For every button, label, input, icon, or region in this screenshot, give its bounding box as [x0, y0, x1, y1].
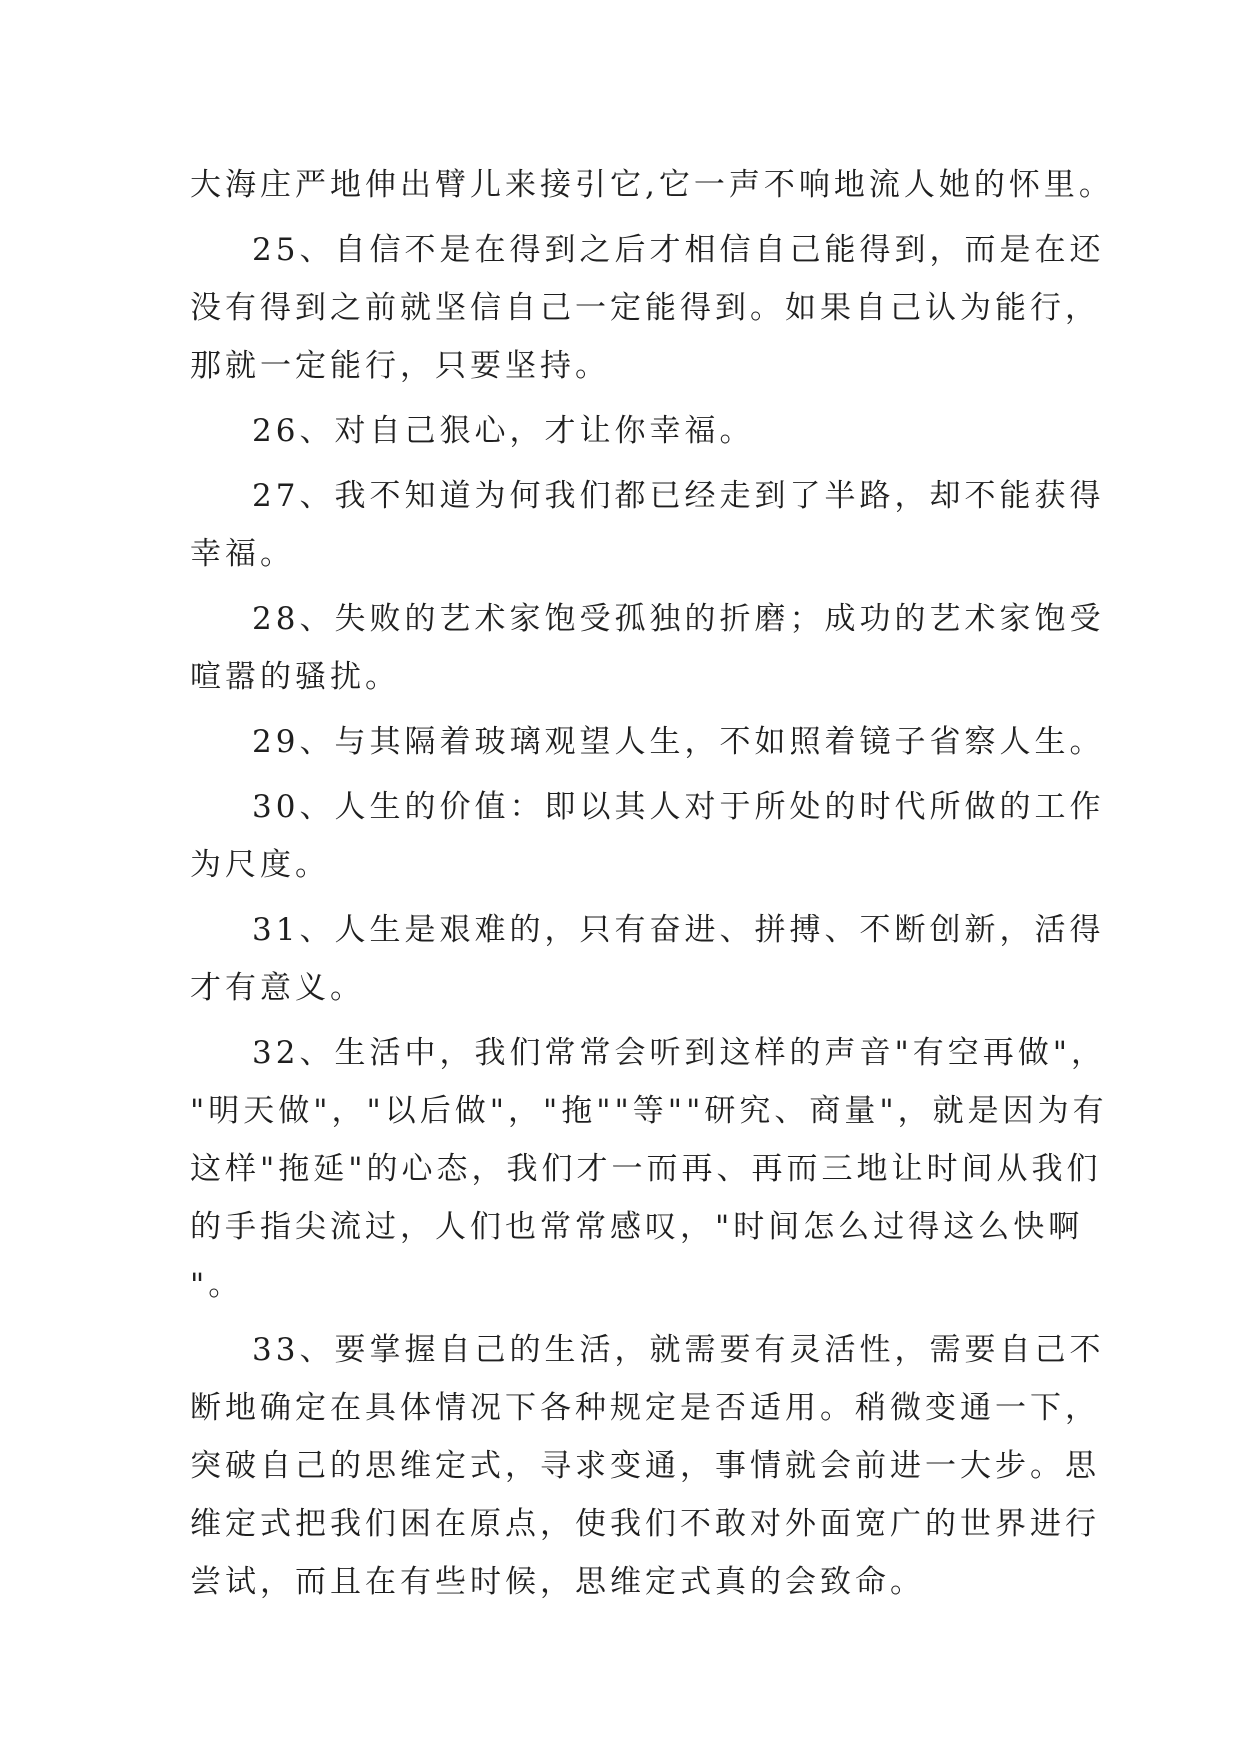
text-line: 断地确定在具体情况下各种规定是否适用。稍微变通一下，: [190, 1390, 1100, 1426]
text-line: "。: [190, 1267, 244, 1303]
paragraph-29: [190, 713, 1105, 771]
text-line: 大海庄严地伸出臂儿来接引它,它一声不响地流人她的怀里。: [190, 167, 1114, 203]
text-line: 幸福。: [190, 536, 295, 572]
text-line: 29、与其隔着玻璃观望人生，不如照着镜子省察人生。: [252, 724, 1105, 760]
text-line: 喧嚣的骚扰。: [190, 659, 400, 695]
text-line: 为尺度。: [190, 847, 330, 883]
text-line: 31、人生是艰难的，只有奋进、拼搏、不断创新，活得: [252, 912, 1105, 948]
text-line: 突破自己的思维定式，寻求变通，事情就会前进一大步。思: [190, 1448, 1100, 1484]
text-line: 这样"拖延"的心态，我们才一而再、再而三地让时间从我们: [190, 1151, 1102, 1187]
paragraph-31: [190, 901, 1105, 1017]
paragraph-30: [190, 778, 1105, 894]
paragraph-32: [190, 1024, 1108, 1314]
text-line: 那就一定能行，只要坚持。: [190, 348, 610, 384]
document-body: [190, 156, 1114, 1618]
paragraph-intro-tail: [190, 156, 1114, 214]
text-line: 27、我不知道为何我们都已经走到了半路，却不能获得: [252, 478, 1105, 514]
text-line: 没有得到之前就坚信自己一定能得到。如果自己认为能行，: [190, 290, 1100, 326]
text-line: 30、人生的价值：即以其人对于所处的时代所做的工作: [252, 789, 1105, 825]
text-line: 尝试，而且在有些时候，思维定式真的会致命。: [190, 1564, 925, 1600]
text-line: 28、失败的艺术家饱受孤独的折磨；成功的艺术家饱受: [252, 601, 1105, 637]
text-line: 32、生活中，我们常常会听到这样的声音"有空再做"，: [252, 1035, 1106, 1071]
paragraph-25: [190, 221, 1105, 395]
text-line: 才有意义。: [190, 970, 365, 1006]
text-line: 的手指尖流过，人们也常常感叹，"时间怎么过得这么快啊: [190, 1209, 1084, 1245]
text-line: 33、要掌握自己的生活，就需要有灵活性，需要自己不: [252, 1332, 1105, 1368]
paragraph-28: [190, 590, 1105, 706]
text-line: 26、对自己狠心，才让你幸福。: [252, 413, 755, 449]
paragraph-33: [190, 1321, 1105, 1611]
text-line: "明天做"，"以后做"，"拖""等""研究、商量"，就是因为有: [190, 1093, 1108, 1129]
text-line: 维定式把我们困在原点，使我们不敢对外面宽广的世界进行: [190, 1506, 1100, 1542]
text-line: 25、自信不是在得到之后才相信自己能得到，而是在还: [252, 232, 1105, 268]
paragraph-26: [190, 402, 1085, 460]
paragraph-27: [190, 467, 1105, 583]
